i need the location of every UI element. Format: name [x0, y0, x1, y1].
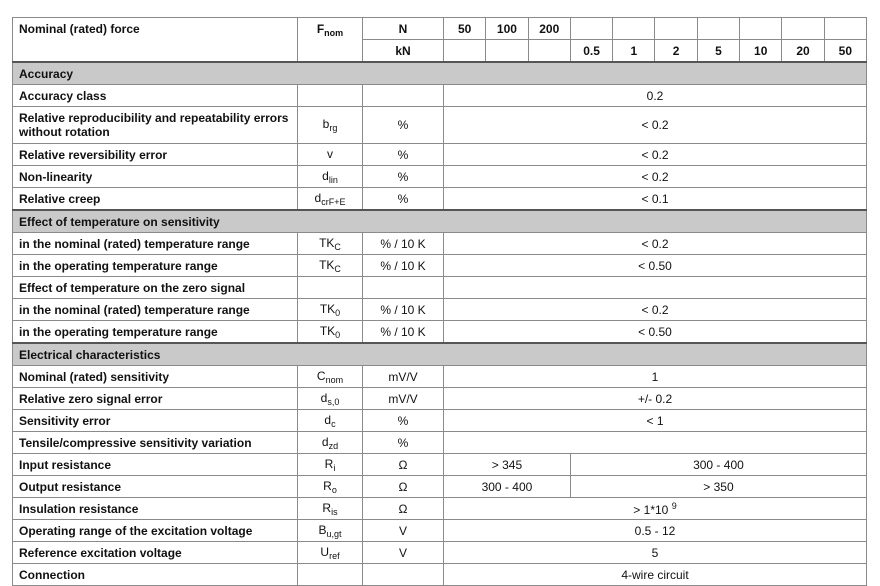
row-label: Insulation resistance	[13, 498, 298, 520]
row-symbol	[298, 255, 363, 277]
row-value	[444, 144, 867, 166]
symbol-sub: is	[331, 506, 338, 517]
symbol-base: d	[314, 190, 322, 205]
n-value: 200	[528, 18, 570, 40]
row-unit: %	[363, 107, 444, 144]
table-row	[13, 366, 867, 388]
symbol-base: F	[316, 22, 325, 36]
value-text: 1	[651, 369, 659, 384]
table-row	[13, 564, 867, 586]
row-label: in the nominal (rated) temperature range	[13, 233, 298, 255]
row-value	[444, 255, 867, 277]
symbol-base: TK	[319, 323, 336, 338]
specifications-table	[12, 17, 867, 586]
section-row	[13, 210, 867, 233]
table-row	[13, 321, 867, 344]
row-value	[444, 520, 867, 542]
value-text: 4-wire circuit	[621, 567, 689, 582]
row-value	[444, 188, 867, 211]
row-label: Nominal (rated) sensitivity	[13, 366, 298, 388]
row-symbol	[298, 366, 363, 388]
symbol-sub: i	[333, 462, 336, 473]
kn-value: 50	[824, 40, 866, 63]
table-row	[13, 107, 867, 144]
kn-value: 20	[782, 40, 824, 63]
symbol-sub: zd	[328, 440, 339, 451]
row-label: in the nominal (rated) temperature range	[13, 299, 298, 321]
row-label: Relative reproducibility and repeatability errors without rotation	[13, 107, 298, 144]
row-value	[570, 454, 866, 476]
symbol-base: v	[327, 146, 333, 161]
row-symbol	[298, 277, 363, 299]
row-value	[444, 85, 867, 107]
symbol-sub: rg	[329, 123, 338, 133]
row-label: Effect of temperature on the zero signal	[13, 277, 298, 299]
row-label: Reference excitation voltage	[13, 542, 298, 564]
table-row	[13, 255, 867, 277]
row-unit: Ω	[363, 498, 444, 520]
table-row	[13, 432, 867, 454]
row-value	[444, 107, 867, 144]
table-row	[13, 476, 867, 498]
table-row	[13, 410, 867, 432]
row-unit: mV/V	[363, 366, 444, 388]
symbol-sub: 0	[335, 329, 341, 340]
row-unit: mV/V	[363, 388, 444, 410]
table-row	[13, 144, 867, 166]
header-label: Nominal (rated) force	[13, 18, 298, 63]
table-row	[13, 166, 867, 188]
row-value	[444, 366, 867, 388]
row-symbol	[298, 432, 363, 454]
symbol-sub: crF+E	[321, 196, 346, 207]
value-text: 0.2	[646, 88, 664, 103]
symbol-base: b	[322, 117, 330, 131]
row-unit: % / 10 K	[363, 299, 444, 321]
row-symbol	[298, 144, 363, 166]
value-text: < 0.1	[641, 191, 669, 206]
row-symbol	[298, 410, 363, 432]
row-symbol	[298, 233, 363, 255]
row-unit: %	[363, 432, 444, 454]
header-row-n	[13, 18, 867, 40]
row-unit: V	[363, 542, 444, 564]
value-text: 300 - 400	[481, 479, 533, 494]
symbol-sub: nom	[325, 374, 344, 385]
table-row	[13, 498, 867, 520]
value-exponent: 9	[671, 500, 677, 511]
row-unit: %	[363, 188, 444, 211]
row-unit: Ω	[363, 476, 444, 498]
row-unit: V	[363, 520, 444, 542]
row-label: Non-linearity	[13, 166, 298, 188]
section-row	[13, 62, 867, 85]
n-value: 100	[486, 18, 528, 40]
row-value	[444, 476, 571, 498]
symbol-base: R	[324, 456, 334, 471]
section-title: Effect of temperature on sensitivity	[13, 210, 867, 233]
row-value	[444, 388, 867, 410]
row-symbol	[298, 476, 363, 498]
symbol-base: R	[322, 500, 332, 515]
header-symbol	[298, 18, 363, 63]
row-unit: % / 10 K	[363, 233, 444, 255]
row-symbol	[298, 498, 363, 520]
table-row	[13, 85, 867, 107]
symbol-base: d	[322, 168, 329, 183]
value-text: < 0.2	[641, 302, 669, 317]
row-unit: %	[363, 410, 444, 432]
symbol-sub: nom	[324, 28, 344, 38]
n-value: 50	[444, 18, 486, 40]
row-label: Relative reversibility error	[13, 144, 298, 166]
row-value	[444, 454, 571, 476]
row-unit	[363, 277, 444, 299]
row-label: Sensitivity error	[13, 410, 298, 432]
row-unit: %	[363, 144, 444, 166]
symbol-sub: ref	[329, 550, 340, 561]
symbol-base: R	[323, 478, 332, 493]
value-text: < 1	[646, 413, 664, 428]
row-label: Relative creep	[13, 188, 298, 211]
kn-value: 0.5	[570, 40, 612, 63]
symbol-base: TK	[319, 235, 335, 250]
kn-value: 10	[740, 40, 782, 63]
row-label: Connection	[13, 564, 298, 586]
row-label: Operating range of the excitation voltage	[13, 520, 298, 542]
row-unit: % / 10 K	[363, 255, 444, 277]
table-row	[13, 277, 867, 299]
table-row	[13, 388, 867, 410]
symbol-base: d	[324, 412, 332, 427]
table-row	[13, 542, 867, 564]
row-label: Output resistance	[13, 476, 298, 498]
row-symbol	[298, 166, 363, 188]
row-value	[444, 542, 867, 564]
value-text: +/- 0.2	[637, 391, 673, 406]
row-value	[444, 410, 867, 432]
value-text: < 0.2	[641, 169, 669, 184]
kn-value: 1	[613, 40, 655, 63]
row-label: in the operating temperature range	[13, 255, 298, 277]
row-value	[444, 564, 867, 586]
symbol-base: TK	[319, 301, 336, 316]
value-text: 5	[651, 545, 659, 560]
row-symbol	[298, 188, 363, 211]
row-value	[444, 299, 867, 321]
row-value	[444, 498, 867, 520]
symbol-sub: C	[334, 263, 341, 274]
row-unit: %	[363, 166, 444, 188]
row-symbol	[298, 520, 363, 542]
table-row	[13, 188, 867, 211]
value-text: > 1*10	[633, 502, 669, 517]
row-value	[570, 476, 866, 498]
value-text: > 345	[491, 457, 523, 472]
row-symbol	[298, 542, 363, 564]
symbol-base: TK	[319, 257, 335, 272]
symbol-base: U	[320, 544, 330, 559]
symbol-base: d	[321, 434, 329, 449]
row-unit: % / 10 K	[363, 321, 444, 344]
symbol-sub: 0	[335, 307, 341, 318]
symbol-sub: o	[331, 484, 337, 495]
row-symbol	[298, 564, 363, 586]
row-value	[444, 277, 867, 299]
row-unit: Ω	[363, 454, 444, 476]
row-label: in the operating temperature range	[13, 321, 298, 344]
symbol-sub: u,gt	[326, 528, 342, 539]
section-row	[13, 343, 867, 366]
value-text: < 0.2	[641, 118, 669, 132]
symbol-sub: lin	[328, 174, 338, 185]
section-title: Electrical characteristics	[13, 343, 867, 366]
row-symbol	[298, 85, 363, 107]
value-text: < 0.2	[641, 236, 669, 251]
row-value	[444, 432, 867, 454]
symbol-sub: s,0	[327, 396, 340, 407]
row-symbol	[298, 388, 363, 410]
row-value	[444, 166, 867, 188]
row-label: Input resistance	[13, 454, 298, 476]
row-value	[444, 321, 867, 344]
symbol-base: B	[318, 522, 327, 537]
value-text: < 0.50	[638, 324, 672, 339]
symbol-base: d	[320, 390, 328, 405]
unit-n: N	[363, 18, 444, 40]
row-unit	[363, 564, 444, 586]
row-unit	[363, 85, 444, 107]
value-text: > 350	[703, 479, 734, 494]
row-symbol	[298, 454, 363, 476]
symbol-sub: C	[334, 241, 341, 252]
value-text: 300 - 400	[693, 457, 744, 472]
row-symbol	[298, 107, 363, 144]
symbol-sub: c	[331, 418, 336, 429]
row-label: Relative zero signal error	[13, 388, 298, 410]
value-text: 0.5 - 12	[634, 523, 676, 538]
kn-value: 2	[655, 40, 697, 63]
row-symbol	[298, 299, 363, 321]
table-row	[13, 520, 867, 542]
table-row	[13, 233, 867, 255]
row-value	[444, 233, 867, 255]
row-label: Accuracy class	[13, 85, 298, 107]
symbol-base: C	[316, 368, 326, 383]
unit-kn: kN	[363, 40, 444, 63]
table-row	[13, 299, 867, 321]
value-text: < 0.50	[638, 258, 672, 273]
value-text: < 0.2	[641, 147, 669, 162]
table-row	[13, 454, 867, 476]
row-label: Tensile/compressive sensitivity variation	[13, 432, 298, 454]
kn-value: 5	[697, 40, 739, 63]
section-title: Accuracy	[13, 62, 867, 85]
row-symbol	[298, 321, 363, 344]
